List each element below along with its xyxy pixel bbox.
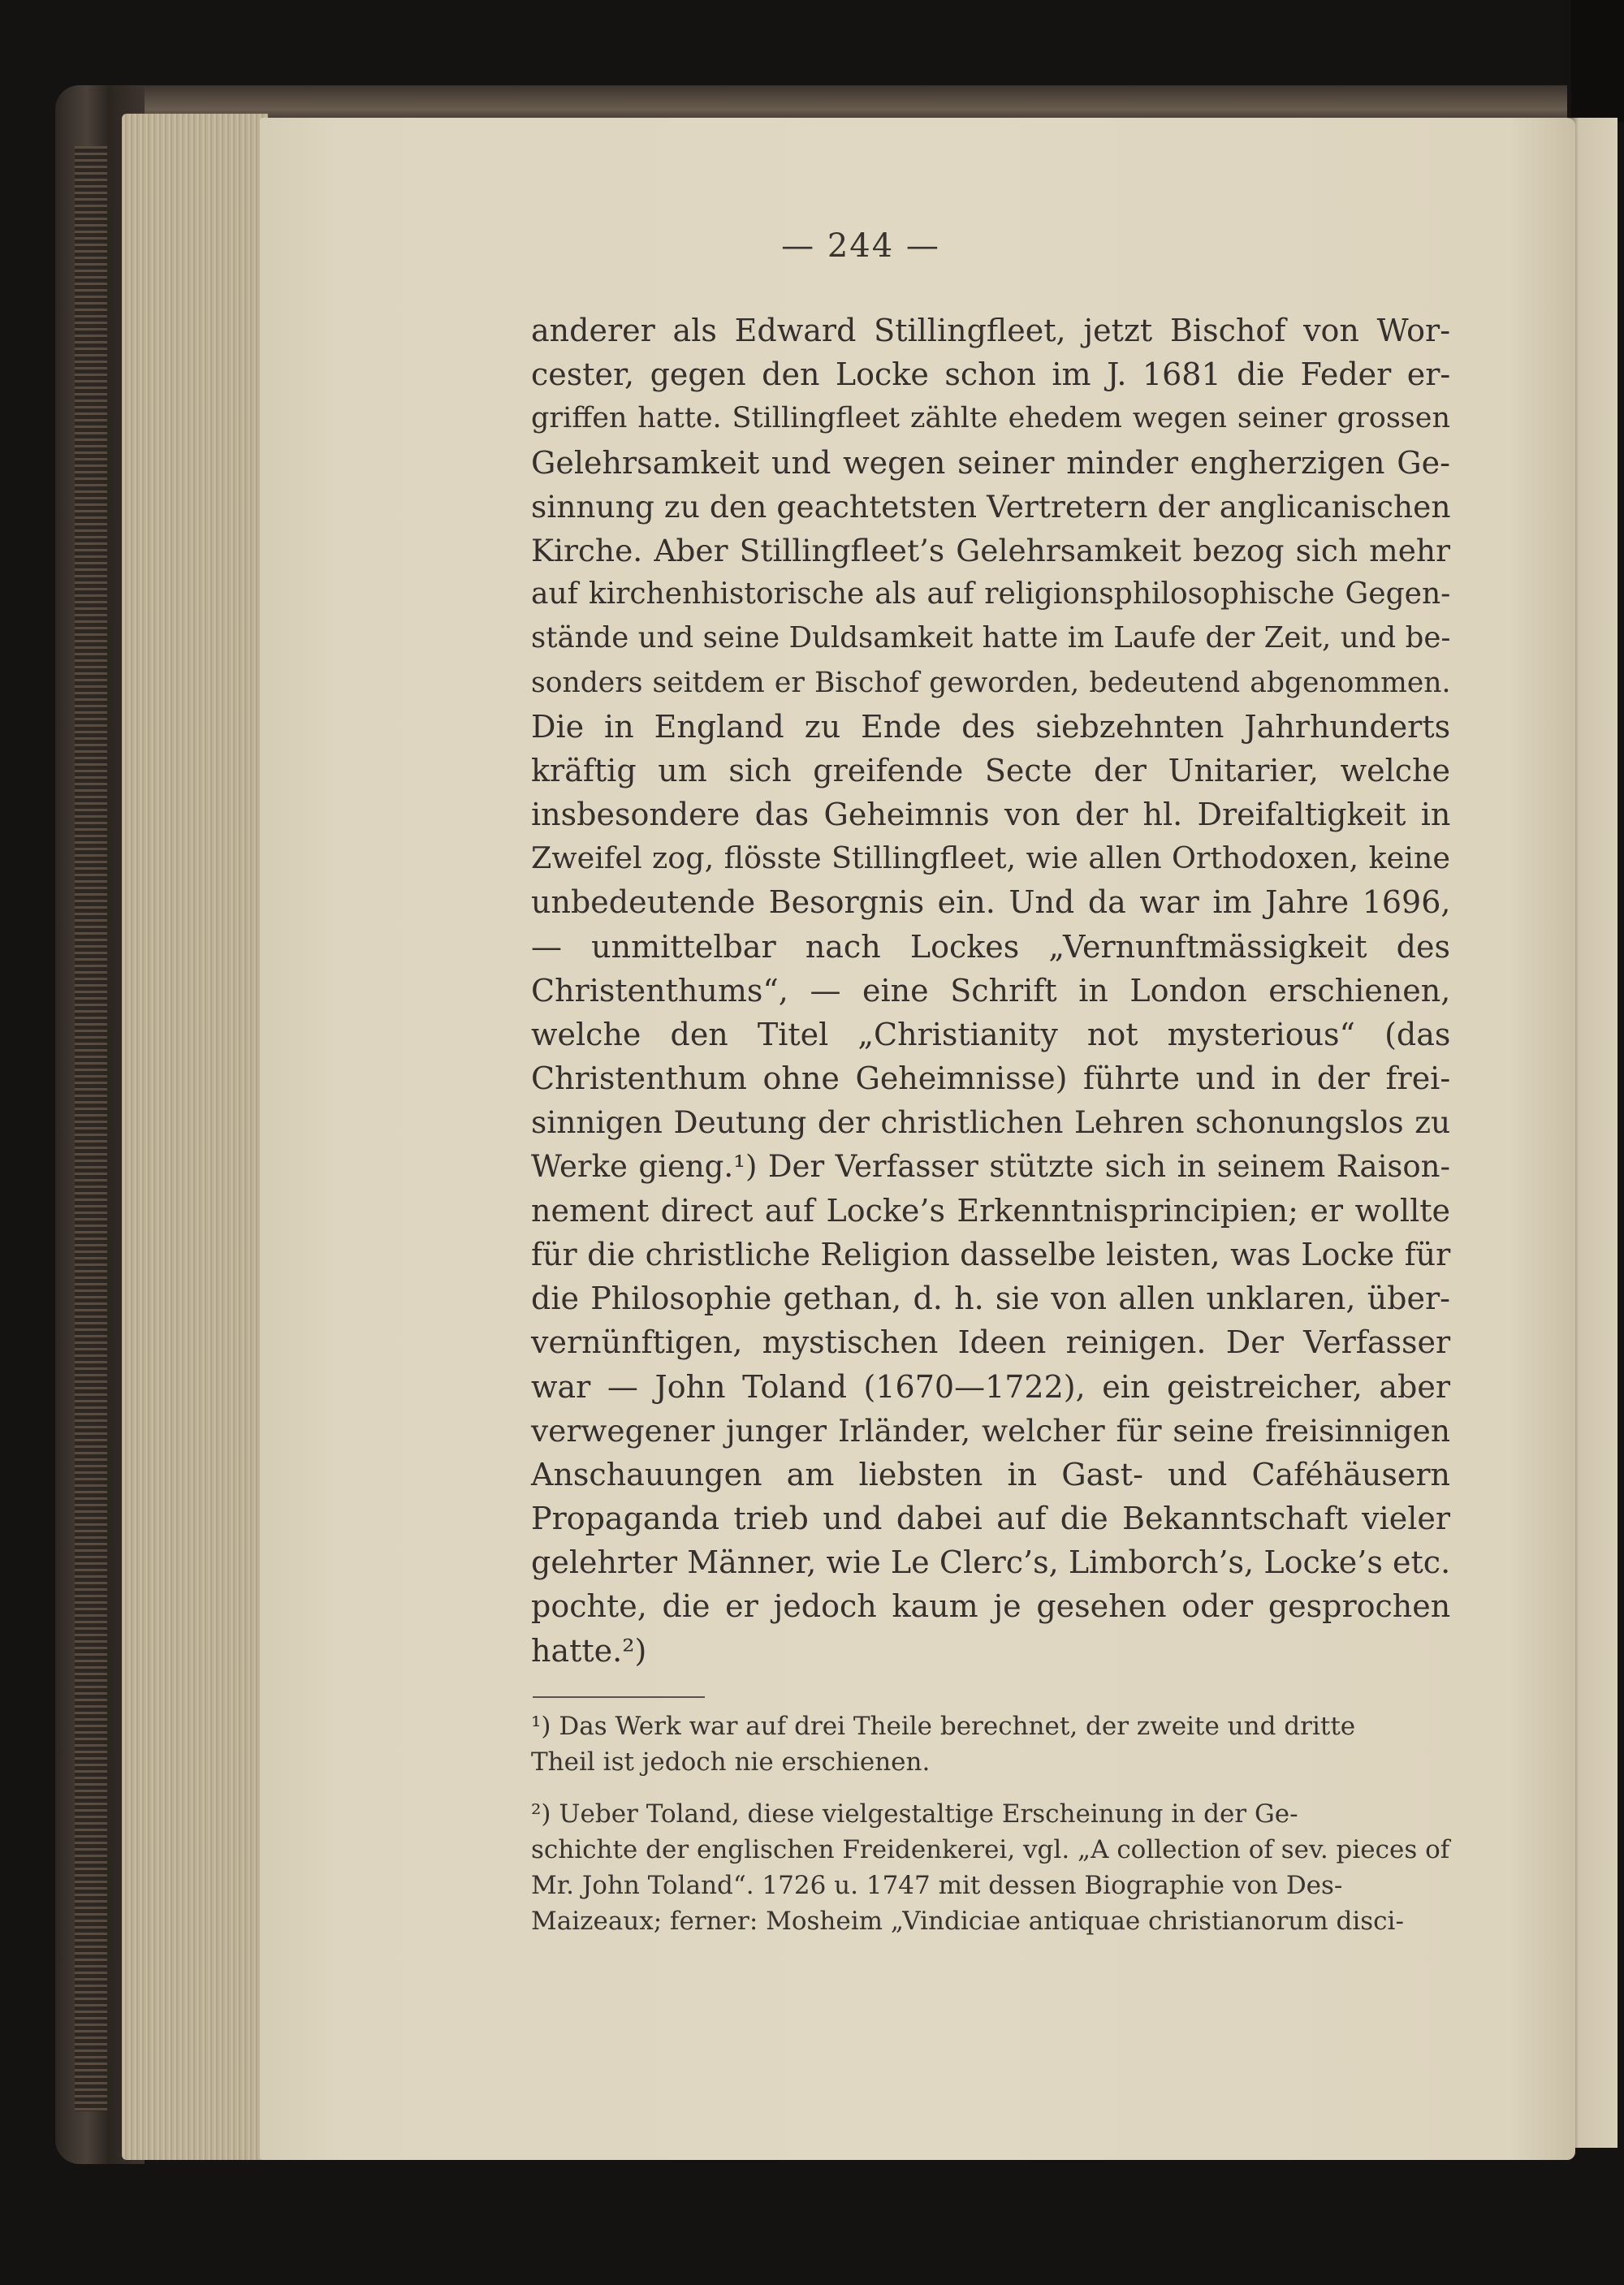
page-number: — 244 — [781,227,940,265]
text-line: auf kirchenhistorische als auf religionsphilosophische Gegen- [531,577,1451,611]
background-dark-corner [1571,0,1624,122]
footnotes [531,1708,1450,1939]
text-line: nement direct auf Locke’s Erkenntnisprincipien; er wollte [531,1192,1450,1229]
text-line: vernünftigen, mystischen Ideen reinigen. Der Verfasser [531,1324,1451,1361]
text-line: unbedeutende Besorgnis ein. Und da war im Jahre 1696, [531,884,1451,921]
text-line: war — John Toland (1670—1722), ein geistreicher, aber [531,1368,1450,1405]
footnote-separator [533,1696,705,1698]
text-line: welche den Titel „Christianity not mysterious“ (das [531,1017,1451,1052]
footnote-2-line: schichte der englischen Freidenkerei, vgl. „A collection of sev. pieces of [531,1835,1450,1864]
body-text [531,309,1450,1673]
text-line: pochte, die er jedoch kaum je gesehen oder gesprochen [531,1588,1451,1625]
footnote-gap [531,1780,1450,1796]
text-line: für die christliche Religion dasselbe leisten, was Locke für [531,1236,1451,1272]
footnote-1-line: Theil ist jedoch nie erschienen. [531,1747,931,1777]
text-line: kräftig um sich greifende Secte der Unitarier, welche [531,752,1450,788]
text-line: — unmittelbar nach Lockes „Vernunftmässigkeit des [531,928,1450,965]
text-line: Christenthums“, — eine Schrift in London erschienen, [531,972,1451,1009]
footnote-2-line: ²) Ueber Toland, diese vielgestaltige Erscheinung in der Ge- [531,1799,1298,1829]
text-line: Zweifel zog, flösste Stillingfleet, wie allen Orthodoxen, keine [531,840,1450,876]
text-line: sinnung zu den geachtetsten Vertretern der anglicanischen [531,488,1451,525]
text-line: stände und seine Duldsamkeit hatte im Laufe der Zeit, und be- [531,621,1451,655]
book-spine-texture [75,146,107,2111]
text-line: die Philosophie gethan, d. h. sie von allen unklaren, über- [531,1281,1450,1317]
facing-page-edge [1569,118,1618,2148]
text-line: Werke gieng.¹) Der Verfasser stützte sich in seinem Raison- [531,1148,1451,1184]
text-line: hatte.²) [531,1632,647,1669]
text-line: sinnigen Deutung der christlichen Lehren schonungslos zu [531,1104,1451,1141]
text-line: anderer als Edward Stillingfleet, jetzt Bischof von Wor- [531,313,1451,348]
text-line: insbesondere das Geheimnis von der hl. Dreifaltigkeit in [531,797,1451,833]
footnote-1-line: ¹) Das Werk war auf drei Theile berechnet, der zweite und dritte [531,1712,1356,1741]
text-line: cester, gegen den Locke schon im J. 1681 die Feder er- [531,356,1451,393]
text-line: Propaganda trieb und dabei auf die Bekanntschaft vieler [531,1501,1450,1537]
text-line: Christenthum ohne Geheimnisse) führte und in der frei- [531,1060,1451,1097]
text-line: Anschauungen am liebsten in Gast- und Caféhäusern [531,1456,1450,1492]
footnote-2-line: Mr. John Toland“. 1726 u. 1747 mit dessen Biographie von Des- [531,1871,1343,1900]
text-line: verwegener junger Irländer, welcher für seine freisinnigen [531,1412,1450,1449]
text-line: gelehrter Männer, wie Le Clerc’s, Limborch’s, Locke’s etc. [531,1544,1451,1581]
page-edges [122,114,268,2160]
text-line: sonders seitdem er Bischof geworden, bedeutend abgenommen. [531,666,1451,699]
text-line: Gelehrsamkeit und wegen seiner minder engherzigen Ge- [531,444,1450,481]
text-line: Kirche. Aber Stillingfleet’s Gelehrsamkeit bezog sich mehr [531,532,1450,568]
footnote-2-line: Maizeaux; ferner: Mosheim „Vindiciae antiquae christianorum disci- [531,1907,1404,1936]
text-line: griffen hatte. Stillingfleet zählte ehedem wegen seiner grossen [531,402,1450,435]
text-line: Die in England zu Ende des siebzehnten Jahrhunderts [531,708,1451,745]
